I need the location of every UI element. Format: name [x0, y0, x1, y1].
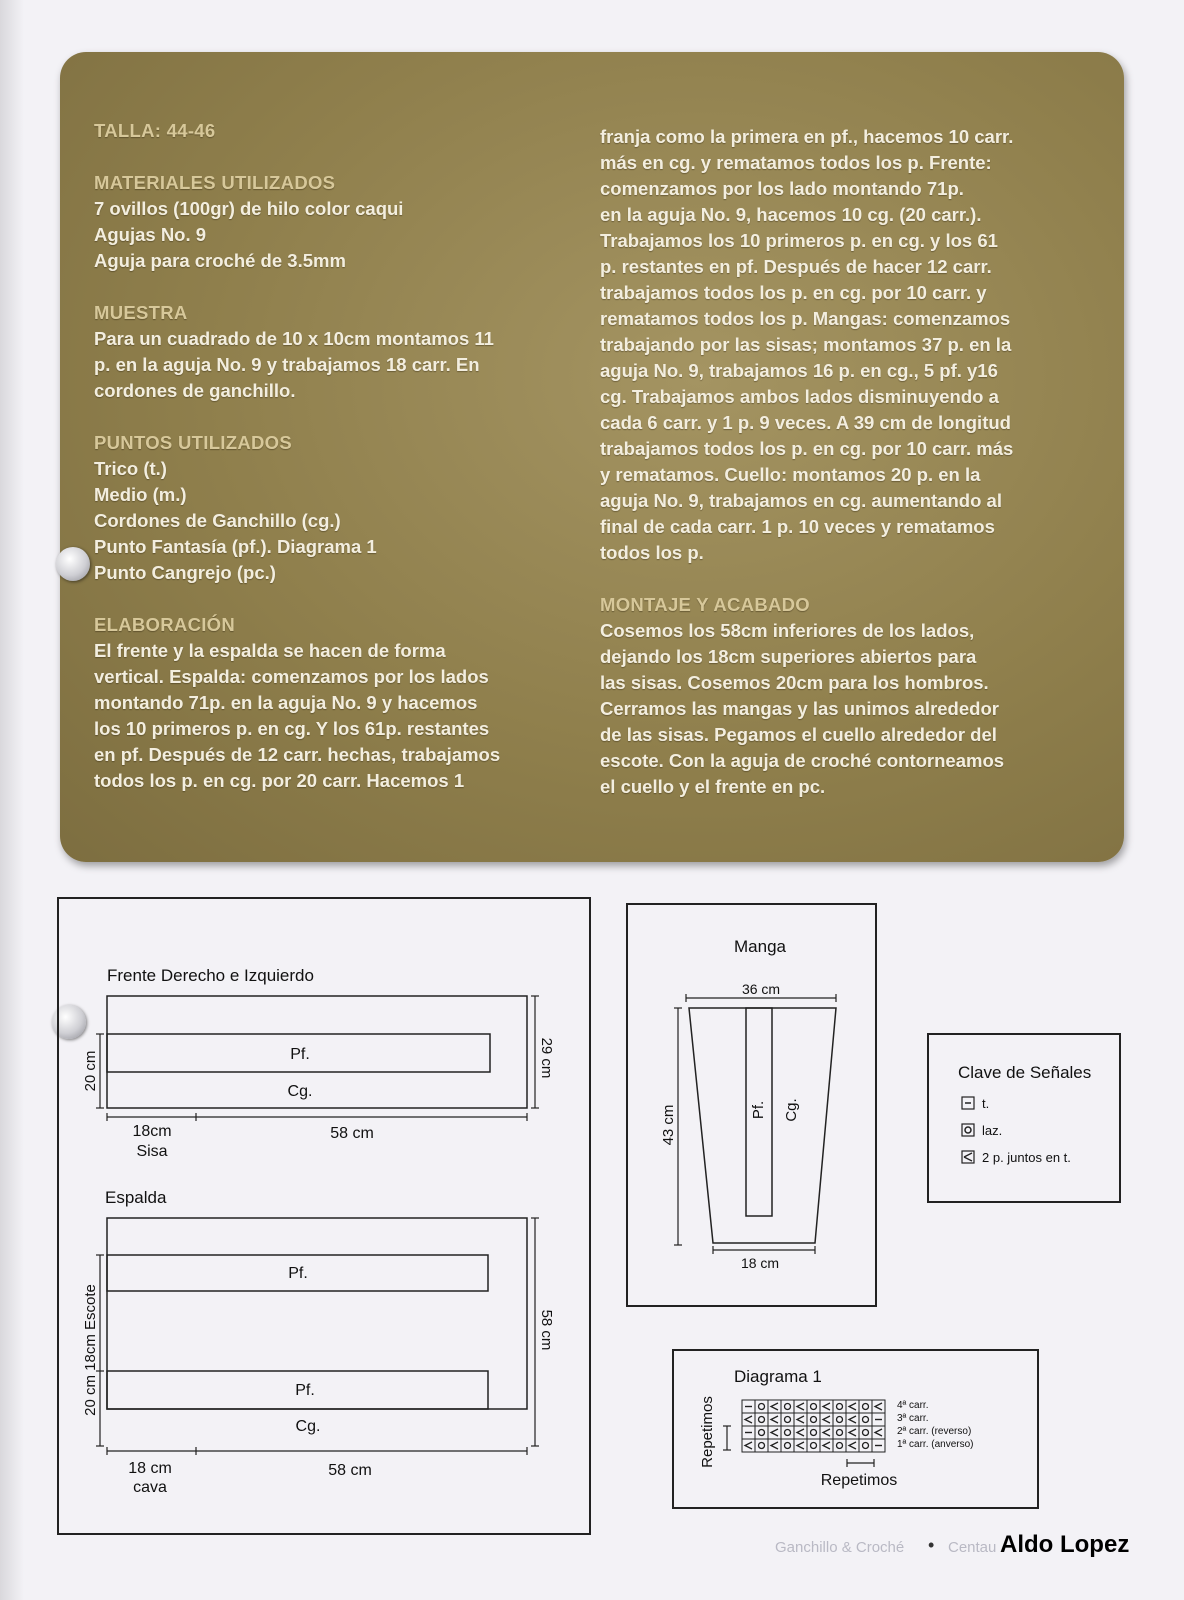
k2tog-symbol-icon — [823, 1429, 830, 1436]
chart-cell — [755, 1400, 768, 1413]
k2tog-symbol-icon — [745, 1442, 752, 1449]
footer-author: Aldo Lopez — [1000, 1531, 1130, 1558]
chart-cell — [833, 1439, 846, 1452]
yarn-over-symbol-icon — [811, 1417, 817, 1423]
frente-sisa-label: Sisa — [136, 1143, 168, 1160]
footer-series: Centau — [948, 1539, 997, 1556]
yarn-over-symbol-icon — [785, 1443, 791, 1449]
espalda-58-label: 58 cm — [538, 1309, 555, 1351]
elaboracion-cont-line: Trabajamos los 10 primeros p. en cg. y los 61 — [600, 230, 998, 251]
espalda-58w-label: 58 cm — [328, 1462, 372, 1479]
elaboracion-cont-line: comenzamos por los lado montando 71p. — [600, 178, 964, 199]
elaboracion-cont-line: aguja No. 9, trabajamos 16 p. en cg., 5 pf. y16 — [600, 360, 998, 381]
k2tog-symbol-icon — [849, 1429, 856, 1436]
k2tog-symbol-icon — [875, 1429, 882, 1436]
legend-item: laz. — [982, 1123, 1003, 1138]
puntos-line: Punto Cangrejo (pc.) — [94, 562, 276, 583]
montaje-line: de las sisas. Pegamos el cuello alrededor del — [600, 724, 997, 745]
k2tog-symbol-icon — [849, 1403, 856, 1410]
manga-pf-label: Pf. — [750, 1100, 767, 1120]
yarn-over-symbol-icon — [863, 1430, 869, 1436]
chart-cell — [859, 1439, 872, 1452]
elaboracion-cont-line: todos los p. — [600, 542, 704, 563]
materiales-line: 7 ovillos (100gr) de hilo color caqui — [94, 198, 404, 219]
puntos-line: Medio (m.) — [94, 484, 187, 505]
frente-pf-label: Pf. — [290, 1046, 310, 1063]
elaboracion-line: montando 71p. en la aguja No. 9 y hacemos — [94, 692, 478, 713]
yarn-over-symbol-icon — [837, 1443, 843, 1449]
montaje-line: dejando los 18cm superiores abiertos para — [600, 646, 977, 667]
montaje-line: Cosemos los 58cm inferiores de los lados, — [600, 620, 975, 641]
yarn-over-symbol-icon — [811, 1443, 817, 1449]
manga-43-label: 43 cm — [660, 1104, 677, 1146]
yarn-over-symbol-icon — [785, 1430, 791, 1436]
chart-cell — [833, 1400, 846, 1413]
stitch-chart-box — [673, 1350, 1038, 1508]
muestra-line: cordones de ganchillo. — [94, 380, 296, 401]
chart-row-label: 1ª carr. (anverso) — [897, 1439, 974, 1450]
elaboracion-cont-line: aguja No. 9, trabajamos en cg. aumentando al — [600, 490, 1002, 511]
montaje-line: las sisas. Cosemos 20cm para los hombros. — [600, 672, 989, 693]
chart-cell — [833, 1426, 846, 1439]
chart-cell — [781, 1439, 794, 1452]
elaboracion-cont-line: en la aguja No. 9, hacemos 10 cg. (20 carr.). — [600, 204, 982, 225]
chart-cell — [781, 1426, 794, 1439]
montaje-heading: MONTAJE Y ACABADO — [600, 594, 810, 615]
yarn-over-symbol-icon — [837, 1404, 843, 1410]
frente-20-label: 20 cm — [82, 1050, 99, 1092]
chart-cell — [807, 1400, 820, 1413]
manga-cg-label: Cg. — [783, 1098, 800, 1122]
footer-magazine: Ganchillo & Croché — [775, 1539, 905, 1556]
espalda-cg-label: Cg. — [295, 1418, 321, 1435]
legend-item: t. — [982, 1096, 990, 1111]
manga-outline — [689, 1008, 836, 1243]
elaboracion-cont-line: trabajamos todos los p. en cg. por 10 carr. y — [600, 282, 987, 303]
chart-cell — [781, 1413, 794, 1426]
montaje-line: escote. Con la aguja de croché contorneamos — [600, 750, 1005, 771]
legend-item: 2 p. juntos en t. — [982, 1150, 1071, 1165]
yarn-over-symbol-icon — [759, 1430, 765, 1436]
page-footer — [0, 1531, 1184, 1565]
elaboracion-line: vertical. Espalda: comenzamos por los lados — [94, 666, 489, 687]
k2tog-symbol-icon — [849, 1442, 856, 1449]
k2tog-symbol-icon — [823, 1416, 830, 1423]
elaboracion-line: El frente y la espalda se hacen de forma — [94, 640, 446, 661]
chart-cell — [755, 1426, 768, 1439]
elaboracion-cont-line: cada 6 carr. y 1 p. 9 veces. A 39 cm de longitud — [600, 412, 1011, 433]
k2tog-symbol-icon — [797, 1442, 804, 1449]
yarn-over-symbol-icon — [759, 1443, 765, 1449]
espalda-escote-label: 20 cm 18cm Escote — [82, 1284, 99, 1416]
frente-18-label: 18cm — [132, 1123, 172, 1140]
chart-cell — [859, 1413, 872, 1426]
yarn-over-symbol-icon — [811, 1430, 817, 1436]
yarn-over-symbol-icon — [785, 1417, 791, 1423]
k2tog-symbol-icon — [745, 1416, 752, 1423]
elaboracion-cont-line: más en cg. y rematamos todos los p. Frente: — [600, 152, 992, 173]
footer-bullet: • — [928, 1535, 935, 1555]
k2tog-symbol-icon — [875, 1403, 882, 1410]
muestra-line: Para un cuadrado de 10 x 10cm montamos 11 — [94, 328, 494, 349]
yarn-over-symbol-icon — [962, 1124, 974, 1136]
yarn-over-symbol-icon — [863, 1404, 869, 1410]
frente-58-label: 58 cm — [330, 1125, 374, 1142]
manga-title: Manga — [734, 937, 786, 956]
frente-cg-label: Cg. — [287, 1083, 313, 1100]
espalda-cava-label: cava — [133, 1479, 167, 1496]
chart-cell — [755, 1439, 768, 1452]
k2tog-symbol-icon — [797, 1416, 804, 1423]
elaboracion-cont-line: final de cada carr. 1 p. 10 veces y rematamos — [600, 516, 995, 537]
muestra-heading: MUESTRA — [94, 302, 188, 323]
chart-cell — [807, 1413, 820, 1426]
elaboracion-heading: ELABORACIÓN — [94, 614, 236, 635]
elaboracion-cont-line: trabajando por las sisas; montamos 37 p. en la — [600, 334, 1012, 355]
manga-diagram-box — [627, 904, 876, 1306]
frente-29-label: 29 cm — [538, 1037, 555, 1079]
muestra-line: p. en la aguja No. 9 y trabajamos 18 carr. En — [94, 354, 480, 375]
yarn-over-symbol-icon — [863, 1417, 869, 1423]
chart-cell — [755, 1413, 768, 1426]
puntos-line: Trico (t.) — [94, 458, 167, 479]
chart-row-label: 2ª carr. (reverso) — [897, 1426, 972, 1437]
elaboracion-cont-line: cg. Trabajamos ambos lados disminuyendo a — [600, 386, 999, 407]
elaboracion-line: todos los p. en cg. por 20 carr. Hacemos 1 — [94, 770, 465, 791]
elaboracion-line: en pf. Después de 12 carr. hechas, trabajamos — [94, 744, 501, 765]
puntos-line: Punto Fantasía (pf.). Diagrama 1 — [94, 536, 377, 557]
puntos-heading: PUNTOS UTILIZADOS — [94, 432, 292, 453]
k2tog-symbol-icon — [771, 1429, 778, 1436]
k2tog-symbol-icon — [771, 1403, 778, 1410]
espalda-18-label: 18 cm — [128, 1460, 172, 1477]
espalda-outline — [107, 1218, 527, 1409]
yarn-over-symbol-icon — [759, 1417, 765, 1423]
k2tog-symbol-icon — [823, 1442, 830, 1449]
elaboracion-line: los 10 primeros p. en cg. Y los 61p. restantes — [94, 718, 490, 739]
yarn-over-symbol-icon — [837, 1417, 843, 1423]
legend-box — [928, 1034, 1120, 1202]
espalda-pf-label: Pf. — [288, 1265, 308, 1282]
frente-title: Frente Derecho e Izquierdo — [107, 966, 314, 985]
materiales-line: Agujas No. 9 — [94, 224, 207, 245]
k2tog-symbol-icon — [962, 1151, 974, 1163]
yarn-over-symbol-icon — [863, 1443, 869, 1449]
materiales-heading: MATERIALES UTILIZADOS — [94, 172, 336, 193]
manga-18-label: 18 cm — [740, 1255, 780, 1271]
k2tog-symbol-icon — [797, 1429, 804, 1436]
elaboracion-cont-line: trabajamos todos los p. en cg. por 10 carr. más — [600, 438, 1014, 459]
chart-title: Diagrama 1 — [734, 1367, 822, 1386]
montaje-line: Cerramos las mangas y las unimos alrededor — [600, 698, 999, 719]
elaboracion-cont-line: p. restantes en pf. Después de hacer 12 carr. — [600, 256, 992, 277]
repeat-stitches-label: Repetimos — [820, 1472, 898, 1489]
yarn-over-symbol-icon — [837, 1430, 843, 1436]
elaboracion-cont-line: franja como la primera en pf., hacemos 10 carr. — [600, 126, 1014, 147]
k2tog-symbol-icon — [823, 1403, 830, 1410]
elaboracion-cont-line: y rematamos. Cuello: montamos 20 p. en la — [600, 464, 981, 485]
chart-cell — [807, 1426, 820, 1439]
manga-36-label: 36 cm — [741, 981, 781, 997]
front-back-diagram-box — [58, 898, 590, 1534]
materiales-line: Aguja para croché de 3.5mm — [94, 250, 346, 271]
chart-cell — [833, 1413, 846, 1426]
stitch-grid — [742, 1400, 885, 1452]
frente-outline — [107, 996, 527, 1108]
k2tog-symbol-icon — [849, 1416, 856, 1423]
k2tog-symbol-icon — [771, 1442, 778, 1449]
talla-heading: TALLA: 44-46 — [94, 120, 216, 141]
espalda-pf-label: Pf. — [295, 1382, 315, 1399]
chart-cell — [781, 1400, 794, 1413]
chart-row-label: 4ª carr. — [897, 1400, 929, 1411]
elaboracion-cont-line: rematamos todos los p. Mangas: comenzamos — [600, 308, 1011, 329]
yarn-over-symbol-icon — [811, 1404, 817, 1410]
puntos-line: Cordones de Ganchillo (cg.) — [94, 510, 341, 531]
legend-title: Clave de Señales — [958, 1063, 1092, 1082]
k2tog-symbol-icon — [771, 1416, 778, 1423]
repeat-rows-label: Repetimos — [699, 1396, 716, 1468]
espalda-title: Espalda — [105, 1188, 167, 1207]
chart-cell — [859, 1426, 872, 1439]
chart-cell — [859, 1400, 872, 1413]
chart-cell — [807, 1439, 820, 1452]
yarn-over-symbol-icon — [759, 1404, 765, 1410]
chart-row-label: 3ª carr. — [897, 1413, 929, 1424]
montaje-line: el cuello y el frente en pc. — [600, 776, 826, 797]
yarn-over-symbol-icon — [785, 1404, 791, 1410]
k2tog-symbol-icon — [797, 1403, 804, 1410]
